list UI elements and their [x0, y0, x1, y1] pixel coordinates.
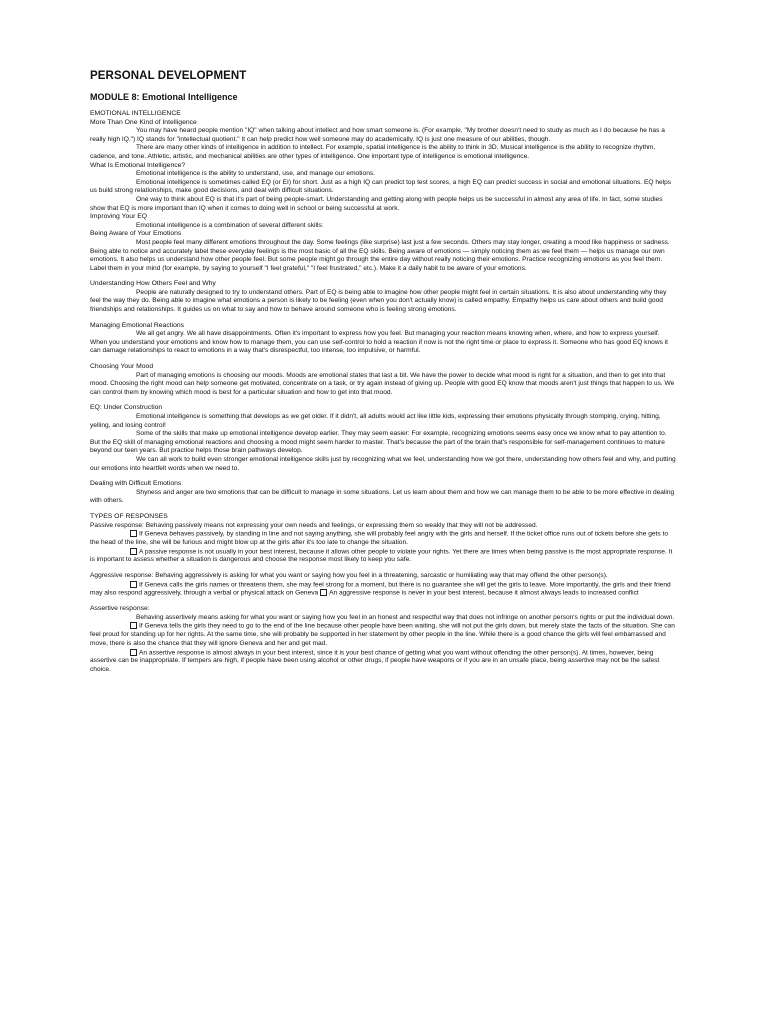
subsection-heading: More Than One Kind of Intelligence	[90, 118, 197, 126]
paragraph: Passive response: Behaving passively means not expressing your own needs and feelings, or expressing them so weakly that they will not be addressed.	[90, 521, 538, 529]
subsection-heading: Choosing Your Mood	[90, 363, 154, 371]
paragraph: We all get angry. We all have disappointments. Often it's important to express how you feel. But managing your reaction means knowing when, where, and how to express yourself. When you understand your emotions and know how to manage them, you can use self-control to hold a reaction if now is not the right time or place to express it. Someone who has good EQ knows it can damage relationships to react to emotions in a way that's disrespectful, too intense, too impulsive, or harmful.	[90, 330, 669, 355]
subsection-heading: What Is Emotional Intelligence?	[90, 161, 186, 169]
checkbox-bullet-icon	[130, 581, 137, 588]
bullet-item: If Geneva tells the girls they need to go to the end of the line because other people have been waiting, she will not put the girls down, but merely state the facts of the situation. She can feel proud for standing up for her rights. At the same time, she will probably be supported in her statement by other people in the line. While there is a good chance the girls will feel embarrassed and move, there is also the chance that they will ignore Geneva and her and get mad.	[90, 622, 675, 647]
paragraph: There are many other kinds of intelligence in addition to intellect. For example, spatial intelligence is the ability to think in 3D. Musical intelligence is the ability to recognize rhythm, cadence, and tone. Athletic, artistic, and mechanical abilities are other types of intelligence. One important type of intelligence is emotional intelligence.	[90, 144, 656, 160]
checkbox-bullet-icon	[130, 548, 137, 555]
subsection-heading: Managing Emotional Reactions	[90, 321, 185, 329]
document-title: PERSONAL DEVELOPMENT	[90, 70, 247, 82]
paragraph: People are naturally designed to try to understand others. Part of EQ is being able to imagine how other people might feel in certain situations. It is also about understanding why they feel the way they do. Being able to imagine what emotions a person is likely to be feeling (even when you don't actually know) is called empathy. Empathy helps us care about others and build good friendships and relationships. It guides us on what to say and how to behave around someone who is feeling strong emotions.	[90, 288, 667, 314]
checkbox-bullet-icon	[130, 622, 137, 629]
subsection-heading: Assertive response:	[90, 605, 150, 613]
paragraph: Aggressive response: Behaving aggressively is asking for what you want or saying how you feel in a threatening, sarcastic or humiliating way that may offend the other person(s).	[90, 572, 608, 579]
section-heading: EMOTIONAL INTELLIGENCE	[90, 110, 181, 117]
subsection-heading: EQ: Under Construction	[90, 404, 163, 412]
checkbox-bullet-icon	[320, 589, 327, 596]
bullet-item: If Geneva behaves passively, by standing in line and not saying anything, she will probably feel angry with the girls and herself. If the ticket office runs out of tickets before she gets to the head of the line, she will be furious and might blow up at the girls after it's too late to change the situation.	[90, 530, 669, 546]
paragraph: Emotional intelligence is the ability to understand, use, and manage our emotions.	[136, 170, 375, 178]
subsection-heading: Understanding How Others Feel and Why	[90, 280, 216, 288]
paragraph: You may have heard people mention "IQ" when talking about intellect and how smart someone is. (For example, "My brother doesn't need to study as much as I do because he has a really high IQ.") IQ stands for "intellectual quotient." It can help predict how well someone may do academically. IQ is just one measure of our abilities, though.	[90, 127, 665, 143]
paragraph: Some of the skills that make up emotional intelligence develop earlier. They may seem easier: For example, recognizing emotions seems easy once we know what to pay attention to. But the EQ skill of managing emotional reactions and choosing a mood might seem harder to master. That's because the part of the brain that's responsible for self-management continues to mature beyond our teen years. But practice helps those brain pathways develop.	[90, 430, 667, 455]
paragraph: Shyness and anger are two emotions that can be difficult to manage in some situations. Let us learn about them and how we can manage them to be able to be more effective in dealing with others.	[90, 488, 675, 505]
paragraph: Emotional intelligence is sometimes called EQ (or EI) for short. Just as a high IQ can predict top test scores, a high EQ can predict success in social and emotional situations. EQ helps us build strong relationships, make good decisions, and deal with difficult situations.	[90, 178, 672, 195]
paragraph: We can all work to build even stronger emotional intelligence skills just by recognizing what we feel, understanding how we got there, understanding how others feel and why, and putting our emotions into heartfelt words when we need to.	[90, 455, 676, 472]
section-heading: TYPES OF RESPONSES	[90, 512, 168, 520]
bullet-item: If Geneva calls the girls names or threatens them, she may feel strong for a moment, but there is no guarantee she will get the girls to leave. More importantly, the girls and their friend may also respond aggressively, through a verbal or physical attack on Geneva An aggressive response is never in your best interest, because it almost always leads to increased conflict	[90, 580, 671, 597]
paragraph: Most people feel many different emotions throughout the day. Some feelings (like surprise) last just a few seconds. Others may stay longer, creating a mood like happiness or sadness. Being able to notice and accurately label these everyday feelings is the most basic of all the EQ skills. Being aware of emotions — simply noticing them as we feel them — helps us manage our own emotions. It also helps us understand how other people feel. But some people might go through the entire day without really noticing their emotions. Practice recognizing emotions as you feel them. Label them in your mind (for example, by saying to yourself "I feel grateful," "I feel frustrated," etc.). Make it a daily habit to be aware of your emotions.	[90, 238, 670, 272]
module-heading: MODULE 8: Emotional Intelligence	[90, 92, 238, 102]
paragraph: Emotional intelligence is a combination of several different skills:	[136, 221, 324, 229]
subsection-heading: Improving Your EQ	[90, 213, 148, 221]
paragraph: Emotional intelligence is something that develops as we get older. If it didn't, all adults would act like little kids, expressing their emotions physically through stomping, crying, hitting, yelling, and losing control!	[90, 413, 661, 429]
bullet-item: A passive response is not usually in your best interest, because it allows other people to violate your rights. Yet there are times when being passive is the most appropriate response. It is important to assess whether a situation is dangerous and choose the response most likely to keep you safe.	[90, 547, 673, 564]
paragraph: Part of managing emotions is choosing our moods. Moods are emotional states that last a bit. We have the power to decide what mood is right for a situation, and then to get into that mood. Choosing the right mood can help someone get motivated, concentrate on a task, or try again instead of giving up. People with good EQ know that moods aren't just things that happen to us. We can control them by knowing which mood is best for a particular situation and how to get into that mood.	[90, 371, 675, 396]
paragraph: Behaving assertively means asking for what you want or saying how you feel in an honest and respectful way that does not infringe on another person's rights or put the individual down.	[136, 613, 675, 621]
subsection-heading: Dealing with Difficult Emotions	[90, 480, 182, 488]
checkbox-bullet-icon	[130, 649, 137, 656]
subsection-heading: Being Aware of Your Emotions	[90, 230, 182, 238]
checkbox-bullet-icon	[130, 530, 137, 537]
bullet-item: An assertive response is almost always in your best interest, since it is your best chance of getting what you want without offending the other person(s). At times, however, being assertive can be inappropriate. If tempers are high, if people have been using alcohol or other drugs, if people have weapons or if you are in an unsafe place, being assertive may not be the safest choice.	[90, 648, 660, 673]
document-page	[90, 70, 676, 675]
paragraph: One way to think about EQ is that it's part of being people-smart. Understanding and getting along with people helps us be successful in almost any area of life. In fact, some studies show that EQ is more important than IQ when it comes to doing well in school or being successful at work.	[90, 195, 663, 212]
